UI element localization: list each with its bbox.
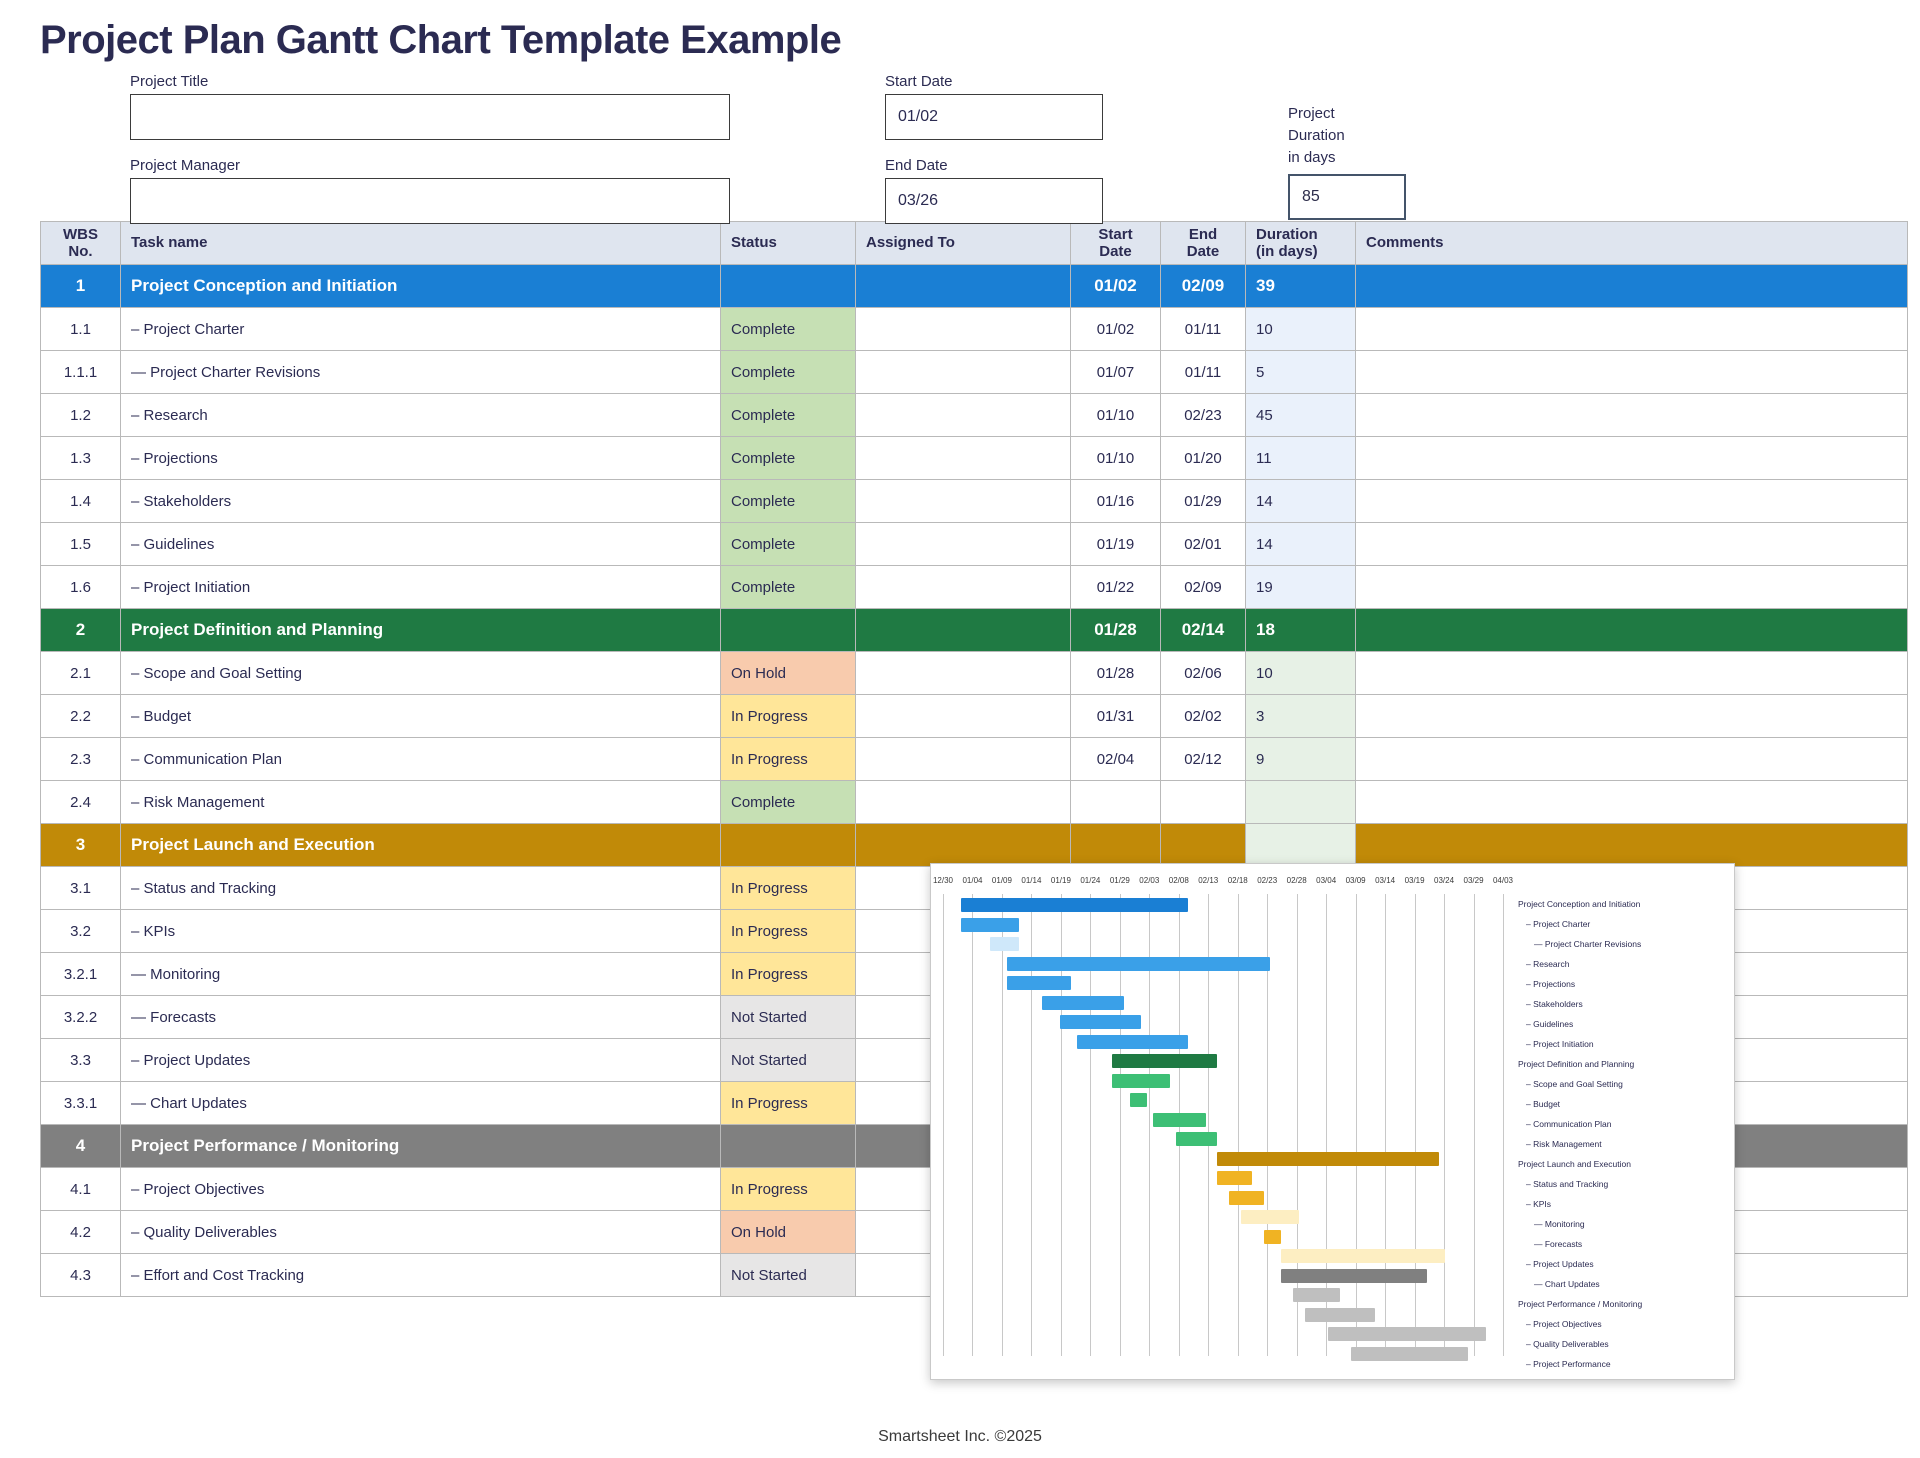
chart-legend-item: – Project Initiation (1526, 1038, 1594, 1049)
col-duration-line1: Duration (1256, 225, 1318, 243)
cell-status[interactable] (721, 609, 856, 652)
cell-status[interactable]: Complete (721, 394, 856, 437)
chart-legend-item: – Guidelines (1526, 1018, 1574, 1029)
project-duration-value[interactable]: 85 (1288, 174, 1406, 220)
cell-duration[interactable]: 14 (1246, 523, 1356, 566)
chart-legend-item: – Project Objectives (1526, 1318, 1602, 1329)
cell-comments[interactable] (1356, 523, 1908, 566)
chart-legend-item: – Research (1526, 958, 1570, 969)
chart-date-tick: 01/19 (1050, 876, 1071, 885)
start-date-label: Start Date (885, 73, 953, 90)
project-manager-input[interactable] (130, 178, 730, 224)
cell-task-name[interactable]: — Monitoring (121, 953, 721, 996)
col-comments: Comments (1356, 222, 1908, 265)
cell-status[interactable] (721, 824, 856, 867)
cell-wbs[interactable]: 2 (41, 609, 121, 652)
cell-duration[interactable]: 19 (1246, 566, 1356, 609)
cell-assigned-to[interactable] (856, 824, 1071, 867)
cell-task-name[interactable]: — Project Charter Revisions (121, 351, 721, 394)
cell-status[interactable]: Complete (721, 437, 856, 480)
cell-task-name[interactable]: – Effort and Cost Tracking (121, 1254, 721, 1297)
cell-duration[interactable]: 10 (1246, 308, 1356, 351)
cell-end-date[interactable]: 01/11 (1161, 351, 1246, 394)
cell-task-name[interactable]: – Project Objectives (121, 1168, 721, 1211)
cell-wbs[interactable]: 4.1 (41, 1168, 121, 1211)
chart-bar (1281, 1269, 1427, 1283)
col-end-line2: Date (1186, 243, 1220, 260)
table-row[interactable] (41, 695, 1908, 738)
chart-gridline (943, 894, 944, 1356)
cell-start-date[interactable]: 01/22 (1071, 566, 1161, 609)
cell-wbs[interactable]: 3.1 (41, 867, 121, 910)
chart-bar (1077, 1035, 1188, 1049)
project-info-form (40, 73, 1896, 213)
cell-task-name[interactable]: – Project Updates (121, 1039, 721, 1082)
chart-legend-item: — Forecasts (1534, 1238, 1583, 1249)
cell-task-name[interactable]: Project Conception and Initiation (121, 265, 721, 308)
chart-bar (1042, 996, 1124, 1010)
cell-comments[interactable] (1356, 566, 1908, 609)
cell-assigned-to[interactable] (856, 609, 1071, 652)
cell-comments[interactable] (1356, 351, 1908, 394)
cell-comments[interactable] (1356, 824, 1908, 867)
gantt-chart (931, 864, 1734, 1379)
cell-duration[interactable]: 45 (1246, 394, 1356, 437)
cell-end-date[interactable]: 02/09 (1161, 265, 1246, 308)
chart-date-tick: 03/09 (1345, 876, 1366, 885)
chart-date-tick: 12/30 (932, 876, 954, 885)
cell-duration[interactable]: 18 (1246, 609, 1356, 652)
col-wbs-line1: WBS (63, 225, 98, 243)
chart-legend-item: Project Launch and Execution (1518, 1158, 1631, 1169)
col-end-date (1161, 222, 1246, 265)
cell-start-date[interactable]: 02/04 (1071, 738, 1161, 781)
cell-task-name[interactable]: – Scope and Goal Setting (121, 652, 721, 695)
cell-start-date[interactable]: 01/02 (1071, 308, 1161, 351)
chart-date-tick: 01/29 (1109, 876, 1130, 885)
chart-date-tick: 02/03 (1139, 876, 1160, 885)
chart-date-tick: 03/29 (1463, 876, 1484, 885)
chart-date-tick: 02/28 (1286, 876, 1307, 885)
chart-bar (1305, 1308, 1375, 1322)
chart-legend-item: – Risk Management (1526, 1138, 1602, 1149)
chart-gridline (1503, 894, 1504, 1356)
project-manager-label: Project Manager (130, 157, 241, 174)
chart-bar (1351, 1347, 1468, 1361)
cell-wbs[interactable]: 2.2 (41, 695, 121, 738)
cell-status[interactable]: In Progress (721, 953, 856, 996)
cell-task-name[interactable]: – Stakeholders (121, 480, 721, 523)
chart-bar (1241, 1210, 1299, 1224)
start-date-group (885, 73, 1103, 140)
cell-wbs[interactable]: 3.2 (41, 910, 121, 953)
start-date-input[interactable]: 01/02 (885, 94, 1103, 140)
cell-end-date[interactable]: 02/23 (1161, 394, 1246, 437)
cell-end-date[interactable]: 02/09 (1161, 566, 1246, 609)
cell-status[interactable]: Not Started (721, 1254, 856, 1297)
table-row[interactable] (41, 480, 1908, 523)
cell-wbs[interactable]: 2.3 (41, 738, 121, 781)
chart-bar (1264, 1230, 1282, 1244)
cell-status[interactable]: Complete (721, 351, 856, 394)
cell-status[interactable]: Complete (721, 781, 856, 824)
cell-task-name[interactable]: – Project Charter (121, 308, 721, 351)
cell-task-name[interactable]: Project Launch and Execution (121, 824, 721, 867)
cell-wbs[interactable]: 3 (41, 824, 121, 867)
cell-start-date[interactable]: 01/19 (1071, 523, 1161, 566)
end-date-group (885, 157, 1103, 224)
chart-bar (1130, 1093, 1148, 1107)
cell-duration[interactable]: 11 (1246, 437, 1356, 480)
cell-wbs[interactable]: 1.3 (41, 437, 121, 480)
chart-date-tick: 02/23 (1257, 876, 1278, 885)
col-status: Status (721, 222, 856, 265)
cell-start-date[interactable]: 01/28 (1071, 652, 1161, 695)
cell-comments[interactable] (1356, 265, 1908, 308)
cell-status[interactable]: In Progress (721, 910, 856, 953)
chart-legend-item: – Project Updates (1526, 1258, 1594, 1269)
cell-wbs[interactable]: 1.2 (41, 394, 121, 437)
cell-start-date[interactable]: 01/02 (1071, 265, 1161, 308)
cell-status[interactable]: Complete (721, 523, 856, 566)
col-assigned-to: Assigned To (856, 222, 1071, 265)
cell-wbs[interactable]: 2.4 (41, 781, 121, 824)
cell-task-name[interactable]: Project Definition and Planning (121, 609, 721, 652)
chart-legend-item: — Monitoring (1534, 1218, 1585, 1229)
chart-gridline (1444, 894, 1445, 1356)
cell-task-name[interactable]: – Communication Plan (121, 738, 721, 781)
cell-duration[interactable] (1246, 824, 1356, 867)
cell-task-name[interactable]: Project Performance / Monitoring (121, 1125, 721, 1168)
chart-legend-item: – Budget (1526, 1098, 1561, 1109)
chart-bar (1217, 1152, 1439, 1166)
cell-end-date[interactable]: 02/06 (1161, 652, 1246, 695)
chart-gridline (1356, 894, 1357, 1356)
col-start-line2: Date (1099, 243, 1132, 260)
col-duration (1246, 222, 1356, 265)
table-row[interactable] (41, 265, 1908, 308)
chart-legend-item: Project Conception and Initiation (1518, 898, 1641, 909)
chart-legend-item: – Project Charter (1526, 918, 1591, 929)
chart-legend-item: — Chart Updates (1534, 1278, 1600, 1289)
cell-task-name[interactable]: – Quality Deliverables (121, 1211, 721, 1254)
cell-wbs[interactable]: 2.1 (41, 652, 121, 695)
chart-date-tick: 03/24 (1434, 876, 1455, 885)
chart-legend-item: – Projections (1526, 978, 1576, 989)
table-row[interactable] (41, 738, 1908, 781)
table-row[interactable] (41, 523, 1908, 566)
cell-wbs[interactable]: 3.2.2 (41, 996, 121, 1039)
cell-comments[interactable] (1356, 652, 1908, 695)
cell-status[interactable]: On Hold (721, 652, 856, 695)
chart-legend-item: – Stakeholders (1526, 998, 1583, 1009)
project-title-group (130, 73, 730, 140)
table-row[interactable] (41, 308, 1908, 351)
cell-assigned-to[interactable] (856, 265, 1071, 308)
cell-end-date[interactable]: 02/01 (1161, 523, 1246, 566)
chart-date-tick: 02/18 (1227, 876, 1248, 885)
cell-status[interactable]: In Progress (721, 738, 856, 781)
cell-status[interactable]: Complete (721, 308, 856, 351)
table-header-row (41, 222, 1908, 265)
cell-assigned-to[interactable] (856, 566, 1071, 609)
cell-wbs[interactable]: 3.3 (41, 1039, 121, 1082)
chart-bar (1229, 1191, 1264, 1205)
page (0, 18, 1920, 1458)
chart-date-tick: 02/13 (1198, 876, 1219, 885)
cell-end-date[interactable] (1161, 824, 1246, 867)
cell-duration[interactable]: 39 (1246, 265, 1356, 308)
chart-date-tick: 03/04 (1316, 876, 1337, 885)
cell-task-name[interactable]: – Projections (121, 437, 721, 480)
cell-comments[interactable] (1356, 695, 1908, 738)
cell-status[interactable]: In Progress (721, 1168, 856, 1211)
gantt-chart-grid (932, 876, 1514, 1374)
cell-duration[interactable] (1246, 781, 1356, 824)
cell-wbs[interactable]: 1.6 (41, 566, 121, 609)
chart-legend-item: – Communication Plan (1526, 1118, 1612, 1129)
cell-start-date[interactable] (1071, 824, 1161, 867)
cell-start-date[interactable] (1071, 781, 1161, 824)
col-end-line1: End (1188, 225, 1218, 243)
chart-bar (1007, 957, 1270, 971)
cell-wbs[interactable]: 1.4 (41, 480, 121, 523)
chart-legend-item: – Quality Deliverables (1526, 1338, 1609, 1349)
cell-status[interactable]: Not Started (721, 996, 856, 1039)
cell-end-date[interactable]: 02/14 (1161, 609, 1246, 652)
project-duration-label-1: Project (1288, 105, 1335, 122)
end-date-label: End Date (885, 157, 948, 174)
chart-gridline (1002, 894, 1003, 1356)
cell-start-date[interactable]: 01/10 (1071, 437, 1161, 480)
chart-legend-item: – KPIs (1526, 1198, 1552, 1209)
chart-date-tick: 01/04 (962, 876, 983, 885)
chart-date-tick: 04/03 (1492, 876, 1514, 885)
cell-task-name[interactable]: – Risk Management (121, 781, 721, 824)
cell-duration[interactable]: 9 (1246, 738, 1356, 781)
cell-duration[interactable]: 10 (1246, 652, 1356, 695)
cell-comments[interactable] (1356, 480, 1908, 523)
table-row[interactable] (41, 824, 1908, 867)
cell-wbs[interactable]: 4.3 (41, 1254, 121, 1297)
cell-wbs[interactable]: 1.1.1 (41, 351, 121, 394)
cell-assigned-to[interactable] (856, 394, 1071, 437)
col-start-line1: Start (1098, 225, 1133, 243)
col-task-name: Task name (121, 222, 721, 265)
cell-assigned-to[interactable] (856, 480, 1071, 523)
chart-date-tick: 01/09 (991, 876, 1012, 885)
chart-bar (1217, 1171, 1252, 1185)
project-title-label: Project Title (130, 73, 209, 90)
chart-date-tick: 02/08 (1168, 876, 1189, 885)
chart-gridline (1474, 894, 1475, 1356)
cell-task-name[interactable]: — Forecasts (121, 996, 721, 1039)
page-title: Project Plan Gantt Chart Template Example (40, 18, 842, 62)
cell-comments[interactable] (1356, 394, 1908, 437)
col-wbs-line2: No. (68, 243, 93, 260)
cell-duration[interactable]: 14 (1246, 480, 1356, 523)
cell-task-name[interactable]: – Project Initiation (121, 566, 721, 609)
chart-gridline (1385, 894, 1386, 1356)
gantt-chart-legend (1518, 894, 1728, 1374)
chart-bar (961, 918, 1019, 932)
cell-task-name[interactable]: – Status and Tracking (121, 867, 721, 910)
cell-start-date[interactable]: 01/31 (1071, 695, 1161, 738)
cell-task-name[interactable]: — Chart Updates (121, 1082, 721, 1125)
cell-duration[interactable]: 3 (1246, 695, 1356, 738)
cell-end-date[interactable]: 01/20 (1161, 437, 1246, 480)
col-wbs (41, 222, 121, 265)
cell-task-name[interactable]: – Research (121, 394, 721, 437)
cell-assigned-to[interactable] (856, 652, 1071, 695)
cell-assigned-to[interactable] (856, 308, 1071, 351)
chart-bar (990, 937, 1019, 951)
cell-wbs[interactable]: 1 (41, 265, 121, 308)
cell-end-date[interactable]: 02/12 (1161, 738, 1246, 781)
cell-assigned-to[interactable] (856, 738, 1071, 781)
table-row[interactable] (41, 609, 1908, 652)
table-row[interactable] (41, 394, 1908, 437)
cell-comments[interactable] (1356, 437, 1908, 480)
cell-comments[interactable] (1356, 781, 1908, 824)
end-date-input[interactable]: 03/26 (885, 178, 1103, 224)
cell-start-date[interactable]: 01/10 (1071, 394, 1161, 437)
cell-wbs[interactable]: 4 (41, 1125, 121, 1168)
chart-bar (1060, 1015, 1142, 1029)
project-manager-group (130, 157, 730, 224)
chart-date-tick: 01/24 (1080, 876, 1101, 885)
chart-bar (1153, 1113, 1206, 1127)
chart-legend-item: – Project Performance (1526, 1358, 1611, 1369)
chart-date-tick: 03/14 (1375, 876, 1396, 885)
cell-status[interactable]: On Hold (721, 1211, 856, 1254)
table-row[interactable] (41, 566, 1908, 609)
cell-assigned-to[interactable] (856, 523, 1071, 566)
chart-gridline (1326, 894, 1327, 1356)
cell-end-date[interactable] (1161, 781, 1246, 824)
cell-status[interactable]: In Progress (721, 695, 856, 738)
cell-task-name[interactable]: – Guidelines (121, 523, 721, 566)
cell-assigned-to[interactable] (856, 781, 1071, 824)
chart-legend-item: — Project Charter Revisions (1534, 938, 1642, 949)
col-start-date (1071, 222, 1161, 265)
chart-legend-item: Project Performance / Monitoring (1518, 1298, 1643, 1309)
cell-wbs[interactable]: 3.3.1 (41, 1082, 121, 1125)
chart-gridline (1297, 894, 1298, 1356)
cell-status[interactable]: Complete (721, 480, 856, 523)
chart-gridline (972, 894, 973, 1356)
col-duration-line2: (in days) (1256, 243, 1318, 260)
cell-end-date[interactable]: 01/11 (1161, 308, 1246, 351)
chart-legend-item: Project Definition and Planning (1518, 1058, 1635, 1069)
chart-bar (1112, 1074, 1170, 1088)
cell-wbs[interactable]: 4.2 (41, 1211, 121, 1254)
chart-bar (1328, 1327, 1486, 1341)
chart-date-tick: 01/14 (1021, 876, 1042, 885)
table-row[interactable] (41, 437, 1908, 480)
chart-legend-item: – Scope and Goal Setting (1526, 1078, 1623, 1089)
cell-start-date[interactable]: 01/07 (1071, 351, 1161, 394)
cell-end-date[interactable]: 01/29 (1161, 480, 1246, 523)
cell-assigned-to[interactable] (856, 437, 1071, 480)
project-duration-label-3: in days (1288, 148, 1336, 166)
chart-bar (1281, 1249, 1444, 1263)
cell-wbs[interactable]: 1.5 (41, 523, 121, 566)
cell-wbs[interactable]: 1.1 (41, 308, 121, 351)
cell-status[interactable]: In Progress (721, 867, 856, 910)
cell-status[interactable]: Complete (721, 566, 856, 609)
cell-status[interactable] (721, 1125, 856, 1168)
cell-start-date[interactable]: 01/16 (1071, 480, 1161, 523)
cell-wbs[interactable]: 3.2.1 (41, 953, 121, 996)
cell-task-name[interactable]: – KPIs (121, 910, 721, 953)
cell-comments[interactable] (1356, 738, 1908, 781)
cell-start-date[interactable]: 01/28 (1071, 609, 1161, 652)
chart-gridline (1415, 894, 1416, 1356)
chart-bar (1293, 1288, 1340, 1302)
cell-assigned-to[interactable] (856, 695, 1071, 738)
chart-bar (1007, 976, 1071, 990)
cell-status[interactable]: Not Started (721, 1039, 856, 1082)
chart-bar (1176, 1132, 1217, 1146)
project-duration-label-2: Duration (1288, 126, 1345, 144)
project-duration-group (1288, 103, 1408, 220)
table-row[interactable] (41, 781, 1908, 824)
cell-status[interactable]: In Progress (721, 1082, 856, 1125)
cell-status[interactable] (721, 265, 856, 308)
cell-task-name[interactable]: – Budget (121, 695, 721, 738)
cell-assigned-to[interactable] (856, 351, 1071, 394)
chart-bar (1112, 1054, 1217, 1068)
chart-bar (961, 898, 1189, 912)
cell-comments[interactable] (1356, 308, 1908, 351)
footer-credit: Smartsheet Inc. ©2025 (878, 1428, 1042, 1445)
chart-date-tick: 03/19 (1404, 876, 1425, 885)
cell-end-date[interactable]: 02/02 (1161, 695, 1246, 738)
gantt-chart-panel[interactable] (930, 863, 1735, 1380)
table-row[interactable] (41, 351, 1908, 394)
cell-duration[interactable]: 5 (1246, 351, 1356, 394)
chart-legend-item: – Status and Tracking (1526, 1178, 1609, 1189)
cell-comments[interactable] (1356, 609, 1908, 652)
project-title-input[interactable] (130, 94, 730, 140)
table-row[interactable] (41, 652, 1908, 695)
table-header (41, 222, 1908, 265)
